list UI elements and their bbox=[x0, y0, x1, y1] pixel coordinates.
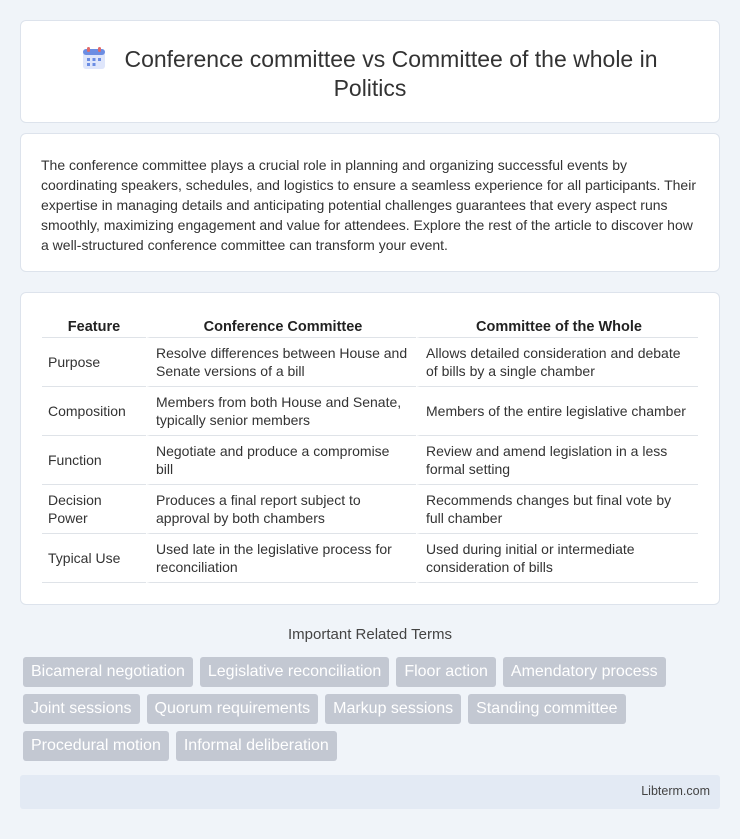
tag-standing-committee[interactable]: Standing committee bbox=[468, 694, 625, 724]
table-cell: Members from both House and Senate, typically senior members bbox=[146, 387, 416, 436]
table-cell: Used during initial or intermediate consideration of bills bbox=[416, 534, 698, 583]
table-cell-feature: Composition bbox=[42, 387, 146, 436]
comparison-table-card bbox=[20, 292, 720, 605]
table-row bbox=[42, 436, 698, 485]
page-title-text: Conference committee vs Committee of the whole in Politics bbox=[124, 46, 658, 101]
table-cell: Used late in the legislative process for reconciliation bbox=[146, 534, 416, 583]
intro-paragraph: The conference committee plays a crucial role in planning and organizing successful events by coordinating speakers, schedules, and logistics to ensure a seamless experience for all participants. Their expertise in managing details and anticipating potential challenges guarantees that every aspect runs smoothly, maximizing engagement and value for attendees. Explore the rest of the article to discover how a well-structured conference committee can transform your event. bbox=[41, 157, 696, 253]
calendar-grid-icon bbox=[82, 46, 106, 70]
column-header-feature: Feature bbox=[42, 316, 146, 338]
related-terms-list bbox=[23, 657, 723, 768]
table-cell-feature: Decision Power bbox=[42, 485, 146, 534]
title-wrap bbox=[21, 45, 719, 103]
tag-row bbox=[23, 694, 723, 724]
table-cell: Recommends changes but final vote by full chamber bbox=[416, 485, 698, 534]
tag-row bbox=[23, 731, 723, 761]
table-row bbox=[42, 387, 698, 436]
header-card bbox=[20, 20, 720, 123]
column-header-committee-of-the-whole: Committee of the Whole bbox=[416, 316, 698, 338]
table-row bbox=[42, 534, 698, 583]
page-title bbox=[61, 45, 679, 103]
table-cell-feature: Function bbox=[42, 436, 146, 485]
table-cell-feature: Typical Use bbox=[42, 534, 146, 583]
table-cell: Produces a final report subject to approval by both chambers bbox=[146, 485, 416, 534]
table-header-row bbox=[42, 316, 698, 338]
footer bbox=[20, 775, 720, 809]
tag-bicameral-negotiation[interactable]: Bicameral negotiation bbox=[23, 657, 193, 687]
footer-site-link[interactable]: Libterm.com bbox=[641, 784, 710, 798]
tag-joint-sessions[interactable]: Joint sessions bbox=[23, 694, 140, 724]
tag-legislative-reconciliation[interactable]: Legislative reconciliation bbox=[200, 657, 389, 687]
table-cell: Members of the entire legislative chamber bbox=[416, 387, 698, 436]
table-cell: Resolve differences between House and Senate versions of a bill bbox=[146, 338, 416, 387]
column-header-conference-committee: Conference Committee bbox=[146, 316, 416, 338]
tag-procedural-motion[interactable]: Procedural motion bbox=[23, 731, 169, 761]
tag-row bbox=[23, 657, 723, 687]
table-cell-feature: Purpose bbox=[42, 338, 146, 387]
intro-card bbox=[20, 133, 720, 272]
table-cell: Allows detailed consideration and debate of bills by a single chamber bbox=[416, 338, 698, 387]
related-terms-title: Important Related Terms bbox=[288, 626, 452, 643]
tag-floor-action[interactable]: Floor action bbox=[396, 657, 496, 687]
table-cell: Review and amend legislation in a less formal setting bbox=[416, 436, 698, 485]
tag-quorum-requirements[interactable]: Quorum requirements bbox=[147, 694, 319, 724]
table-row bbox=[42, 485, 698, 534]
tag-amendatory-process[interactable]: Amendatory process bbox=[503, 657, 666, 687]
table-cell: Negotiate and produce a compromise bill bbox=[146, 436, 416, 485]
comparison-table bbox=[42, 316, 698, 583]
table-row bbox=[42, 338, 698, 387]
tag-markup-sessions[interactable]: Markup sessions bbox=[325, 694, 461, 724]
tag-informal-deliberation[interactable]: Informal deliberation bbox=[176, 731, 337, 761]
